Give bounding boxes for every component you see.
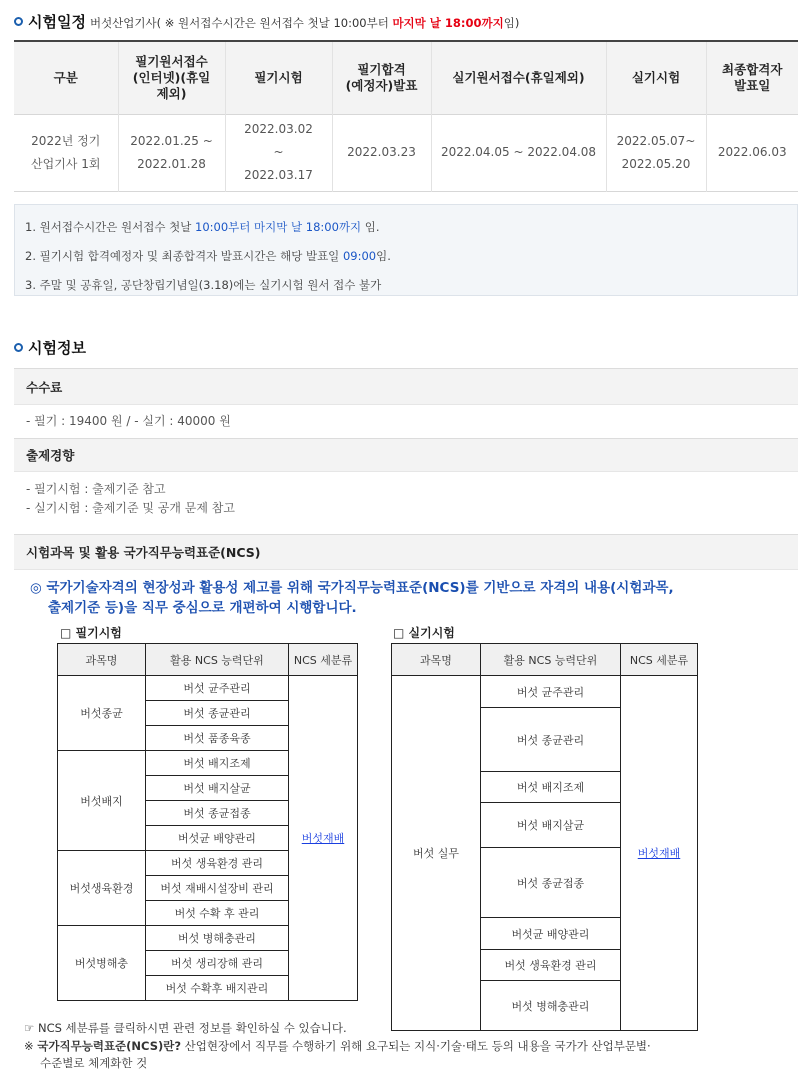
ncs-unit-cell: 버섯 배지살균 (146, 776, 289, 801)
schedule-header-cell: 필기합격 (예정자)발표 (332, 41, 431, 114)
schedule-header-cell: 최종합격자 발표일 (706, 41, 798, 114)
ncs-unit-cell: 버섯 배지살균 (481, 803, 621, 848)
schedule-header-cell: 필기시험 (225, 41, 332, 114)
subject-cell: 버섯배지 (58, 751, 146, 851)
schedule-cell: 2022.05.07~ 2022.05.20 (606, 114, 706, 191)
table-header-cell: 활용 NCS 능력단위 (146, 644, 289, 676)
ncs-unit-cell: 버섯 종균접종 (481, 848, 621, 918)
ncs-unit-cell: 버섯 종균관리 (481, 708, 621, 772)
ncs-header: 시험과목 및 활용 국가직무능력표준(NCS) (14, 534, 798, 570)
ncs-unit-cell: 버섯 수확후 배지관리 (146, 976, 289, 1001)
table-header-cell: 활용 NCS 능력단위 (481, 644, 621, 676)
subject-cell: 버섯종균 (58, 676, 146, 751)
ncs-unit-cell: 버섯 생육환경 관리 (146, 851, 289, 876)
ncs-unit-cell: 버섯 생리장해 관리 (146, 951, 289, 976)
ncs-category-cell (621, 676, 698, 1031)
table-header-cell: NCS 세분류 (621, 644, 698, 676)
practical-ncs-table (391, 643, 698, 1031)
ncs-category-link[interactable]: 버섯재배 (637, 847, 681, 860)
ncs-unit-cell: 버섯 병해충관리 (146, 926, 289, 951)
subject-cell: 버섯 실무 (392, 676, 481, 1031)
written-ncs-table (57, 643, 358, 1001)
note-1: 1. 원서접수시간은 원서접수 첫날 10:00부터 마지막 날 18:00까지 임. (25, 220, 380, 234)
fee-header: 수수료 (14, 368, 798, 405)
subject-cell: 버섯생육환경 (58, 851, 146, 926)
table-header-cell: 과목명 (58, 644, 146, 676)
ncs-unit-cell: 버섯 병해충관리 (481, 981, 621, 1031)
ncs-unit-cell: 버섯 재배시설장비 관리 (146, 876, 289, 901)
schedule-cell: 2022.06.03 (706, 114, 798, 191)
table-row (58, 676, 358, 701)
schedule-cell: 2022.03.02 ~ 2022.03.17 (225, 114, 332, 191)
ncs-category-link[interactable]: 버섯재배 (301, 832, 345, 845)
ncs-unit-cell: 버섯 배지조제 (481, 772, 621, 803)
note-3: 3. 주말 및 공휴일, 공단창립기념일(3.18)에는 실기시험 원서 접수 불가 (25, 278, 382, 292)
ncs-unit-cell: 버섯 생육환경 관리 (481, 950, 621, 981)
ncs-intro: ◎ 국가기술자격의 현장성과 활용성 제고를 위해 국가직무능력표준(NCS)를 기반으로 자격의 내용(시험과목, 출제기준 등)을 직무 중심으로 개편하여 시행합니다. (30, 580, 674, 616)
table-header-cell: NCS 세분류 (289, 644, 358, 676)
table-header-row (58, 644, 358, 676)
schedule-cell: 2022.03.23 (332, 114, 431, 191)
schedule-table (14, 40, 798, 192)
table-header-row (392, 644, 698, 676)
circle-bullet-icon (14, 17, 23, 26)
schedule-header-cell: 실기시험 (606, 41, 706, 114)
schedule-cell: 2022.04.05 ~ 2022.04.08 (431, 114, 606, 191)
ncs-definition-note: ※ 국가직무능력표준(NCS)란? 산업현장에서 직무를 수행하기 위해 요구되는 지식·기술·태도 등의 내용을 국가가 산업부문별· 수준별로 체계화한 것 (24, 1039, 651, 1070)
practical-exam-title: □ 실기시험 (393, 626, 455, 640)
written-exam-title: □ 필기시험 (60, 626, 122, 640)
schedule-subtitle: 버섯산업기사( ※ 원서접수시간은 원서접수 첫날 10:00부터 마지막 날 18:00까지임) (89, 16, 520, 30)
ncs-unit-cell: 버섯 균주관리 (146, 676, 289, 701)
table-header-cell: 과목명 (392, 644, 481, 676)
schedule-header-cell: 구분 (14, 41, 118, 114)
ncs-unit-cell: 버섯 균주관리 (481, 676, 621, 708)
schedule-header-cell: 실기원서접수(휴일제외) (431, 41, 606, 114)
ncs-unit-cell: 버섯 품종육종 (146, 726, 289, 751)
schedule-header-cell: 필기원서접수 (인터넷)(휴일 제외) (118, 41, 225, 114)
ncs-unit-cell: 버섯 수확 후 관리 (146, 901, 289, 926)
ncs-unit-cell: 버섯 종균관리 (146, 701, 289, 726)
info-section-title: 시험정보 (14, 337, 86, 358)
ncs-unit-cell: 버섯 배지조제 (146, 751, 289, 776)
circle-bullet-icon (14, 343, 23, 352)
ncs-unit-cell: 버섯균 배양관리 (481, 918, 621, 950)
trend-text: - 필기시험 : 출제기준 참고 - 실기시험 : 출제기준 및 공개 문제 참고 (26, 482, 235, 515)
schedule-cell: 2022.01.25 ~ 2022.01.28 (118, 114, 225, 191)
note-2: 2. 필기시험 합격예정자 및 최종합격자 발표시간은 해당 발표일 09:00임. (25, 249, 391, 263)
schedule-notes (14, 204, 798, 296)
fee-text: - 필기 : 19400 원 / - 실기 : 40000 원 (26, 414, 231, 428)
ncs-click-note: ☞ NCS 세분류를 클릭하시면 관련 정보를 확인하실 수 있습니다. (24, 1021, 347, 1035)
schedule-cell: 2022년 정기 산업기사 1회 (31, 133, 101, 171)
subject-cell: 버섯병해충 (58, 926, 146, 1001)
trend-header: 출제경향 (14, 438, 798, 472)
schedule-section-title: 시험일정 버섯산업기사( ※ 원서접수시간은 원서접수 첫날 10:00부터 마지막 날 18:00까지임) (14, 11, 519, 32)
ncs-unit-cell: 버섯균 배양관리 (146, 826, 289, 851)
ncs-unit-cell: 버섯 종균접종 (146, 801, 289, 826)
ncs-category-cell (289, 676, 358, 1001)
table-row (392, 676, 698, 708)
